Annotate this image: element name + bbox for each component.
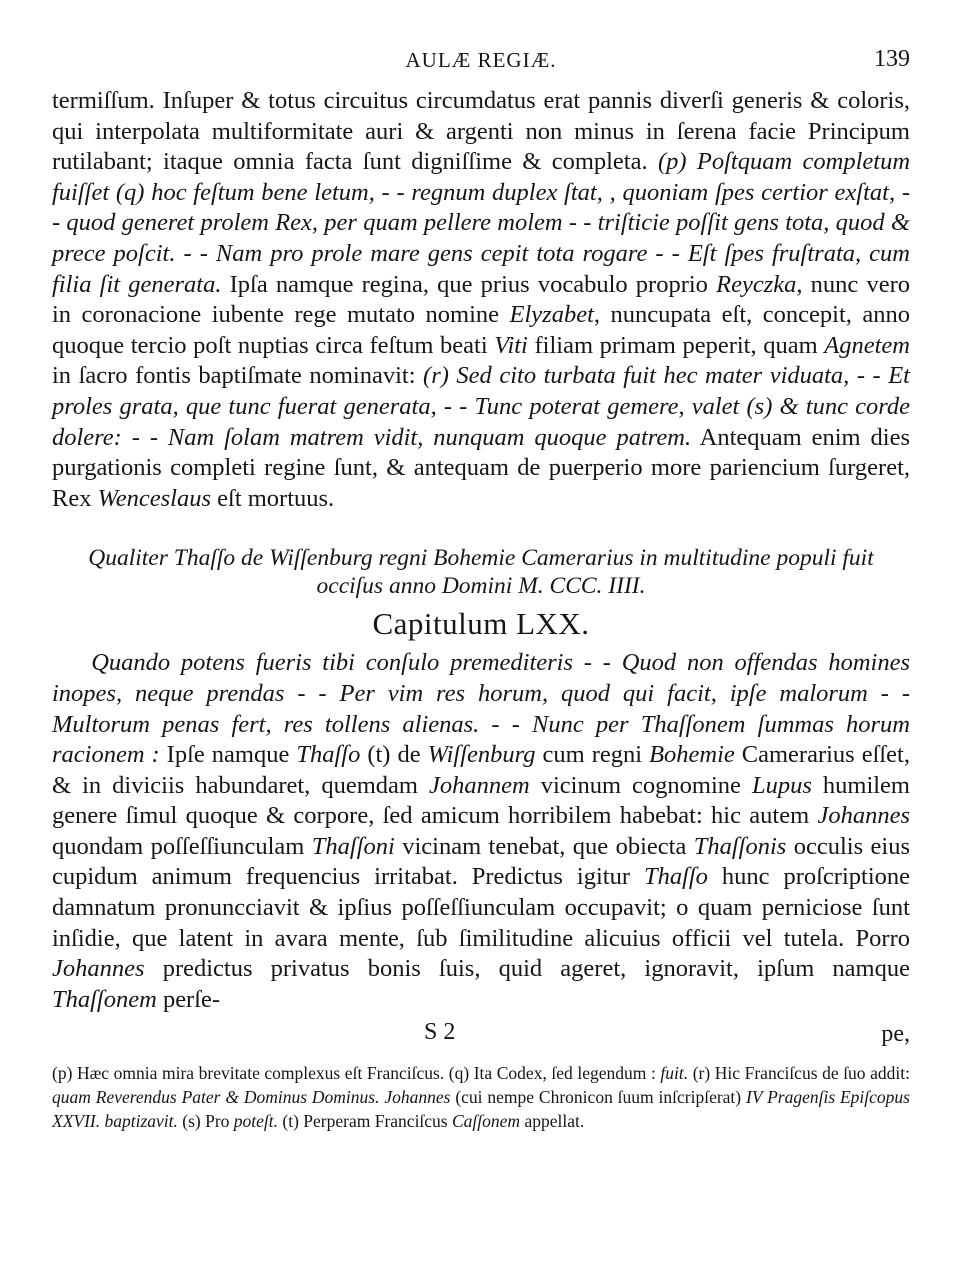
section-heading: Qualiter Thaſſo de Wiſſenburg regni Bohemie Camerarius in multitudine populi fuit occiſus anno Domini M. CCC. IIII. <box>88 545 874 600</box>
proper-name: Thaſſoni <box>311 832 395 860</box>
body-text-run: occulis eius cupidum animum frequencius irritabat. Predictus igitur <box>52 832 910 891</box>
verse-quotation: Quando potens fueris tibi conſulo premediteris - - Quod non offendas homines inopes, neque prendas - - Per vim res horum, quod qui facit, ipſe malorum - - Multorum penas fert, res tollens alienas. - - Nunc per Thaſſonem ſummas horum racionem : <box>52 649 910 769</box>
footnote-text: (p) Hæc omnia mira brevitate complexus eſt Franciſcus. (q) Ita Codex, ſed legendum : <box>52 1063 661 1084</box>
body-text-run: vicinam tenebat, que obiecta <box>394 832 694 860</box>
body-text-run: , nuncupata eſt, concepit, anno quoque tercio poſt nuptias circa feſtum beati <box>52 301 911 359</box>
footnote-italic: poteſt. <box>233 1111 279 1132</box>
body-text-run: vicinum cognomine <box>529 771 752 799</box>
proper-name: Thaſſo <box>296 741 361 769</box>
body-text-run: Camerarius eſſet, & in diviciis habundaret, quemdam <box>52 741 910 799</box>
footnotes <box>52 1061 910 1133</box>
footnote-italic: IV Pragenſis Epiſcopus XXVII. baptizavit. <box>52 1087 910 1132</box>
proper-name: Wiſſenburg <box>427 741 536 769</box>
proper-name: Reyczka <box>716 270 797 298</box>
proper-name: Johannes <box>817 802 910 830</box>
catchword: pe, <box>881 1021 910 1048</box>
body-text-run: , nunc vero in coronacione iubente rege mutato nomine <box>52 270 910 329</box>
body-text-run: perſe- <box>156 985 221 1013</box>
footnote-italic: quam Reverendus Pater & Dominus Dominus. <box>52 1087 380 1108</box>
page-header <box>52 40 910 80</box>
proper-name: Thaſſonem <box>52 985 157 1013</box>
proper-name: Lupus <box>751 771 812 799</box>
body-text-run: termiſſum. Inſuper & totus circuitus circumdatus erat pannis diverſi generis & coloris, qui interpolata multiformitate auri & argenti non minus in ſerena facie Principum rutilabant; itaque omnia facta ſunt digniſſime & completa. <box>52 87 910 176</box>
footnote-italic: fuit. <box>660 1063 689 1084</box>
footnote-italic: Johannes <box>384 1087 451 1108</box>
proper-name: Johannes <box>52 955 145 983</box>
proper-name: Elyzabet <box>509 301 594 329</box>
footnote-text: (t) Perperam Franciſcus <box>278 1111 452 1132</box>
verse-quotation: (r) Sed cito turbata fuit hec mater viduata, - - Et proles grata, que tunc fuerat generata, - - Tunc poterat gemere, valet (s) & tunc corde dolere: - - Nam ſolam matrem vidit, nunquam quoque patrem. <box>52 362 910 451</box>
body-text-run: hunc proſcriptione damnatum pronuncciavit & ipſius poſſeſſiunculam occupavit; o quam perniciose ſunt inſidie, que latent in avara mente, ſub ſimilitudine alicuius officii vel tutela. Porro <box>52 863 910 952</box>
proper-name: Wenceslaus <box>97 484 212 512</box>
book-page <box>52 40 910 1133</box>
chapter-title: Capitulum LXX. <box>372 606 590 642</box>
body-text-run: predictus privatus bonis ſuis, quid ageret, ignoravit, ipſum namque <box>144 955 910 983</box>
body-text-run: in ſacro fontis baptiſmate nominavit: <box>52 362 424 390</box>
running-head: AULÆ REGIÆ. <box>405 48 557 72</box>
footnote-italic: Caſſonem <box>452 1111 521 1132</box>
signature-mark: S 2 <box>424 1019 456 1046</box>
body-paragraph <box>52 86 910 514</box>
page-number: 139 <box>874 46 910 72</box>
body-text-run: filiam primam peperit, quam <box>527 331 825 359</box>
proper-name: Thaſſonis <box>693 832 787 860</box>
body-text-run: eſt mortuus. <box>211 484 335 512</box>
footnote-text: appellat. <box>520 1111 585 1132</box>
body-text-run: Ipſe namque <box>159 741 297 769</box>
body-text-run: (t) de <box>360 741 428 769</box>
proper-name: Agnetem <box>824 331 910 359</box>
footnote-text: (r) Hic Franciſcus de ſuo addit: <box>688 1063 910 1084</box>
body-text-run: quondam poſſeſſiunculam <box>52 832 312 860</box>
body-text-run: humilem genere ſimul quoque & corpore, ſed amicum horribilem habebat: hic autem <box>52 771 910 830</box>
proper-name: Johannem <box>428 771 530 799</box>
proper-name: Thaſſo <box>643 863 708 891</box>
footnote-text: (s) Pro <box>177 1111 234 1132</box>
signature-line <box>52 1019 910 1051</box>
body-text-run: cum regni <box>535 741 650 769</box>
footnote-text: (cui nempe Chronicon ſuum inſcripſerat) <box>450 1087 746 1108</box>
verse-quotation: (p) Poſtquam completum fuiſſet (q) hoc feſtum bene letum, - - regnum duplex ſtat, , quoniam ſpes certior exſtat, - - quod generet prolem Rex, per quam pellere molem - - triſticie poſſit gens tota, quod & prece poſcit. - - Nam pro prole mare gens cepit tota rogare - - Eſt ſpes fruſtrata, cum filia ſit generata. <box>52 148 911 298</box>
chapter-paragraph <box>52 648 910 1015</box>
proper-name: Viti <box>494 331 528 359</box>
body-text-run: Antequam enim dies purgationis completi regine ſunt, & antequam de puerperio more pariencium ſurgeret, Rex <box>52 423 910 512</box>
proper-name: Bohemie <box>649 741 735 769</box>
body-text-run: Ipſa namque regina, que prius vocabulo proprio <box>221 270 717 298</box>
